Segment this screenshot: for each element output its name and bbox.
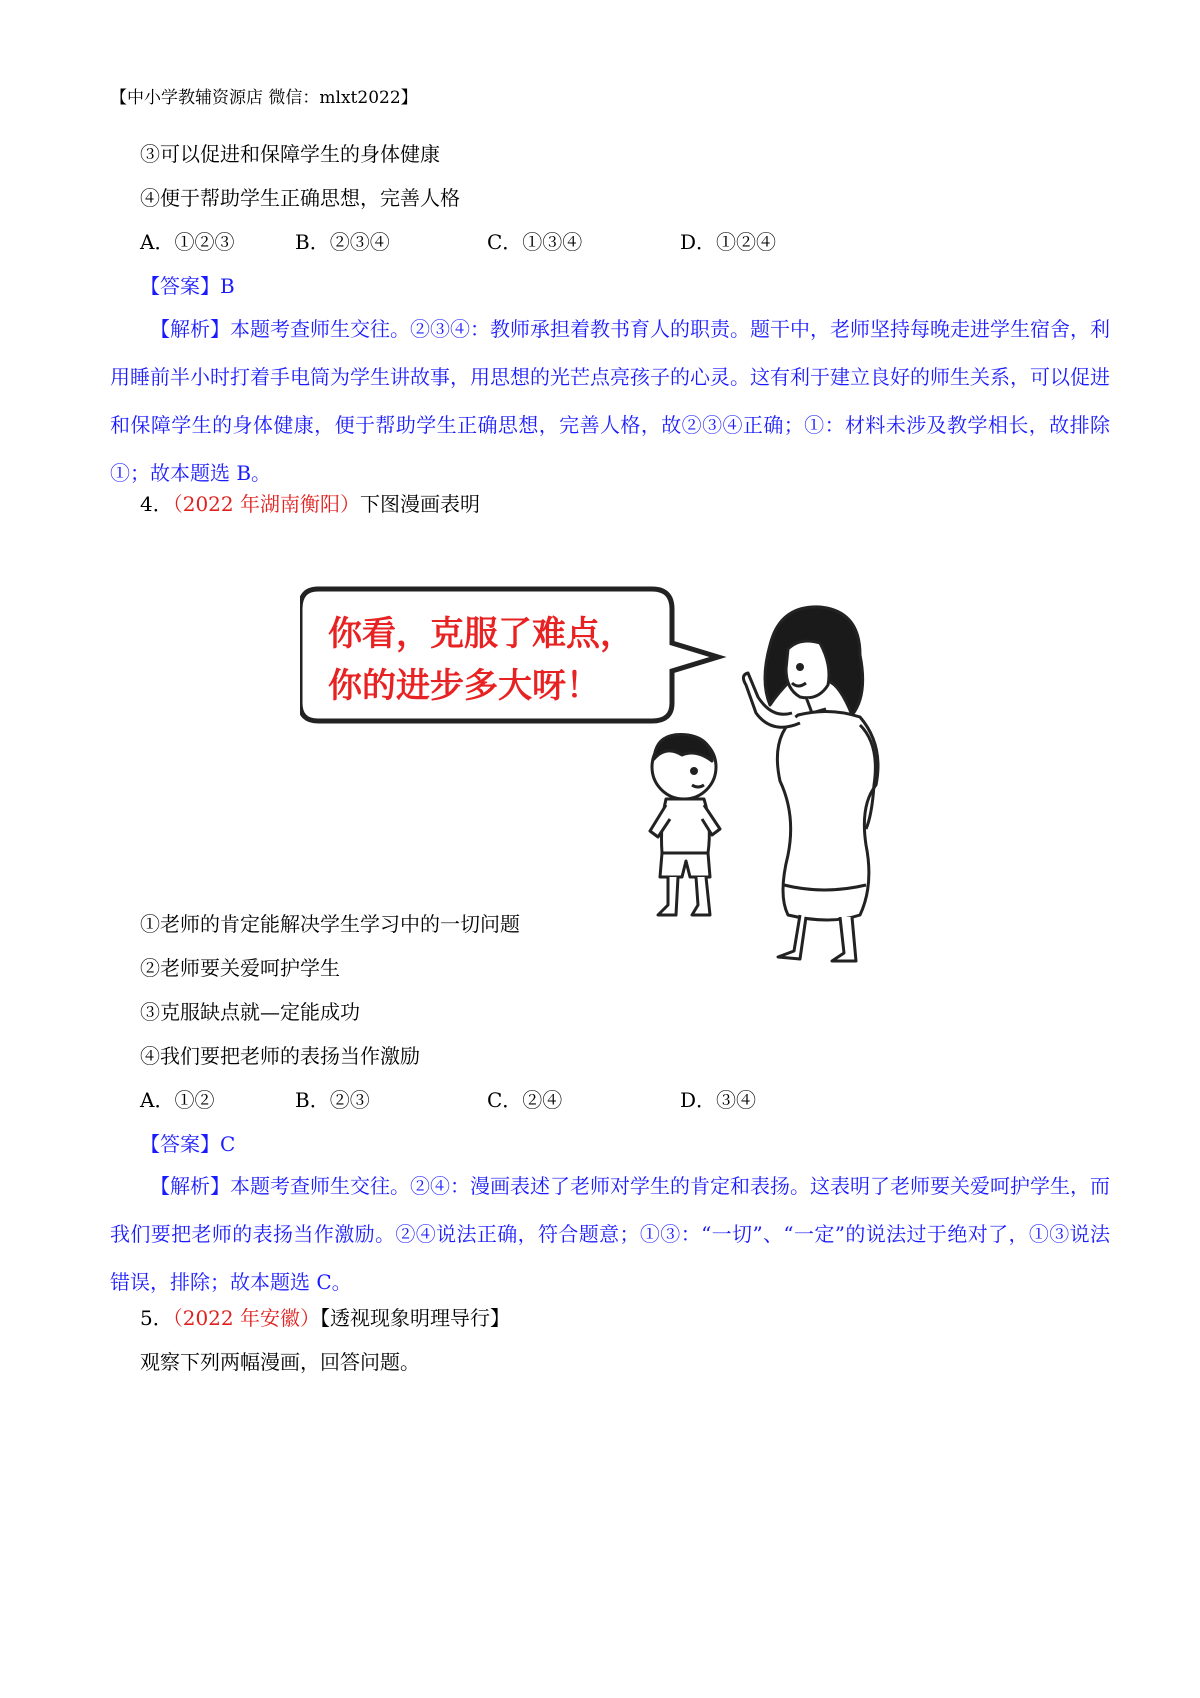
q5-instruction: 观察下列两幅漫画，回答问题。	[140, 1350, 420, 1374]
comic-illustration	[300, 585, 960, 965]
q3-item-4: ④便于帮助学生正确思想，完善人格	[140, 186, 460, 210]
teacher-figure	[743, 607, 878, 961]
question-source: （2022 年安徽）	[172, 1306, 320, 1330]
page-header: 【中小学教辅资源店 微信：mlxt2022】	[110, 88, 418, 108]
q4-stem	[140, 490, 480, 518]
q4-item-1: ①老师的肯定能解决学生学习中的一切问题	[140, 912, 520, 936]
answer-tag: 【答案】	[140, 274, 220, 298]
q4-option-a: A．①②	[140, 1088, 215, 1112]
child-figure	[650, 735, 720, 916]
q3-option-c: C．①③④	[487, 230, 583, 254]
bubble-line-1: 你看，克服了难点，	[328, 614, 634, 654]
q4-option-c: C．②④	[487, 1088, 563, 1112]
answer-value: B	[220, 274, 235, 298]
question-text: 下图漫画表明	[360, 492, 480, 516]
answer-value: C	[220, 1132, 236, 1156]
q3-option-b: B．②③④	[295, 230, 390, 254]
q3-answer	[140, 272, 235, 300]
q4-item-2: ②老师要关爱呵护学生	[140, 956, 340, 980]
q4-option-b: B．②③	[295, 1088, 370, 1112]
bubble-line-2: 你的进步多大呀！	[328, 666, 600, 706]
analysis-text: 本题考查师生交往。②③④：教师承担着教书育人的职责。题干中，老师坚持每晚走进学生宿舍，利用睡前半小时打着手电筒为学生讲故事，用思想的光芒点亮孩子的心灵。这有利于建立良好的师生关系，可以促进和保障学生的身体健康，便于帮助学生正确思想，完善人格，故②③④正确；①：材料未涉及教学相长，故排除①；故本题选 B。	[110, 317, 1110, 485]
question-source: （2022 年湖南衡阳）	[172, 492, 360, 516]
analysis-tag: 【解析】	[150, 317, 230, 341]
question-tag: 【透视现象明理导行】	[320, 1306, 510, 1330]
question-number: 4．	[140, 492, 173, 516]
q4-analysis	[110, 1162, 1110, 1306]
q3-item-3: ③可以促进和保障学生的身体健康	[140, 142, 440, 166]
answer-tag: 【答案】	[140, 1132, 220, 1156]
q3-option-d: D．①②④	[680, 230, 777, 254]
question-number: 5．	[140, 1306, 173, 1330]
analysis-tag: 【解析】	[150, 1174, 230, 1198]
q5-stem	[140, 1304, 510, 1332]
q4-answer	[140, 1130, 235, 1158]
analysis-text: 本题考查师生交往。②④：漫画表述了老师对学生的肯定和表扬。这表明了老师要关爱呵护学生，而我们要把老师的表扬当作激励。②④说法正确，符合题意；①③：“一切”、“一定”的说法过于绝对了，①③说法错误，排除；故本题选 C。	[110, 1174, 1110, 1294]
q3-analysis	[110, 305, 1110, 497]
q4-item-4: ④我们要把老师的表扬当作激励	[140, 1044, 420, 1068]
q4-item-3: ③克服缺点就—定能成功	[140, 1000, 360, 1024]
q3-option-a: A．①②③	[140, 230, 235, 254]
q4-option-d: D．③④	[680, 1088, 757, 1112]
